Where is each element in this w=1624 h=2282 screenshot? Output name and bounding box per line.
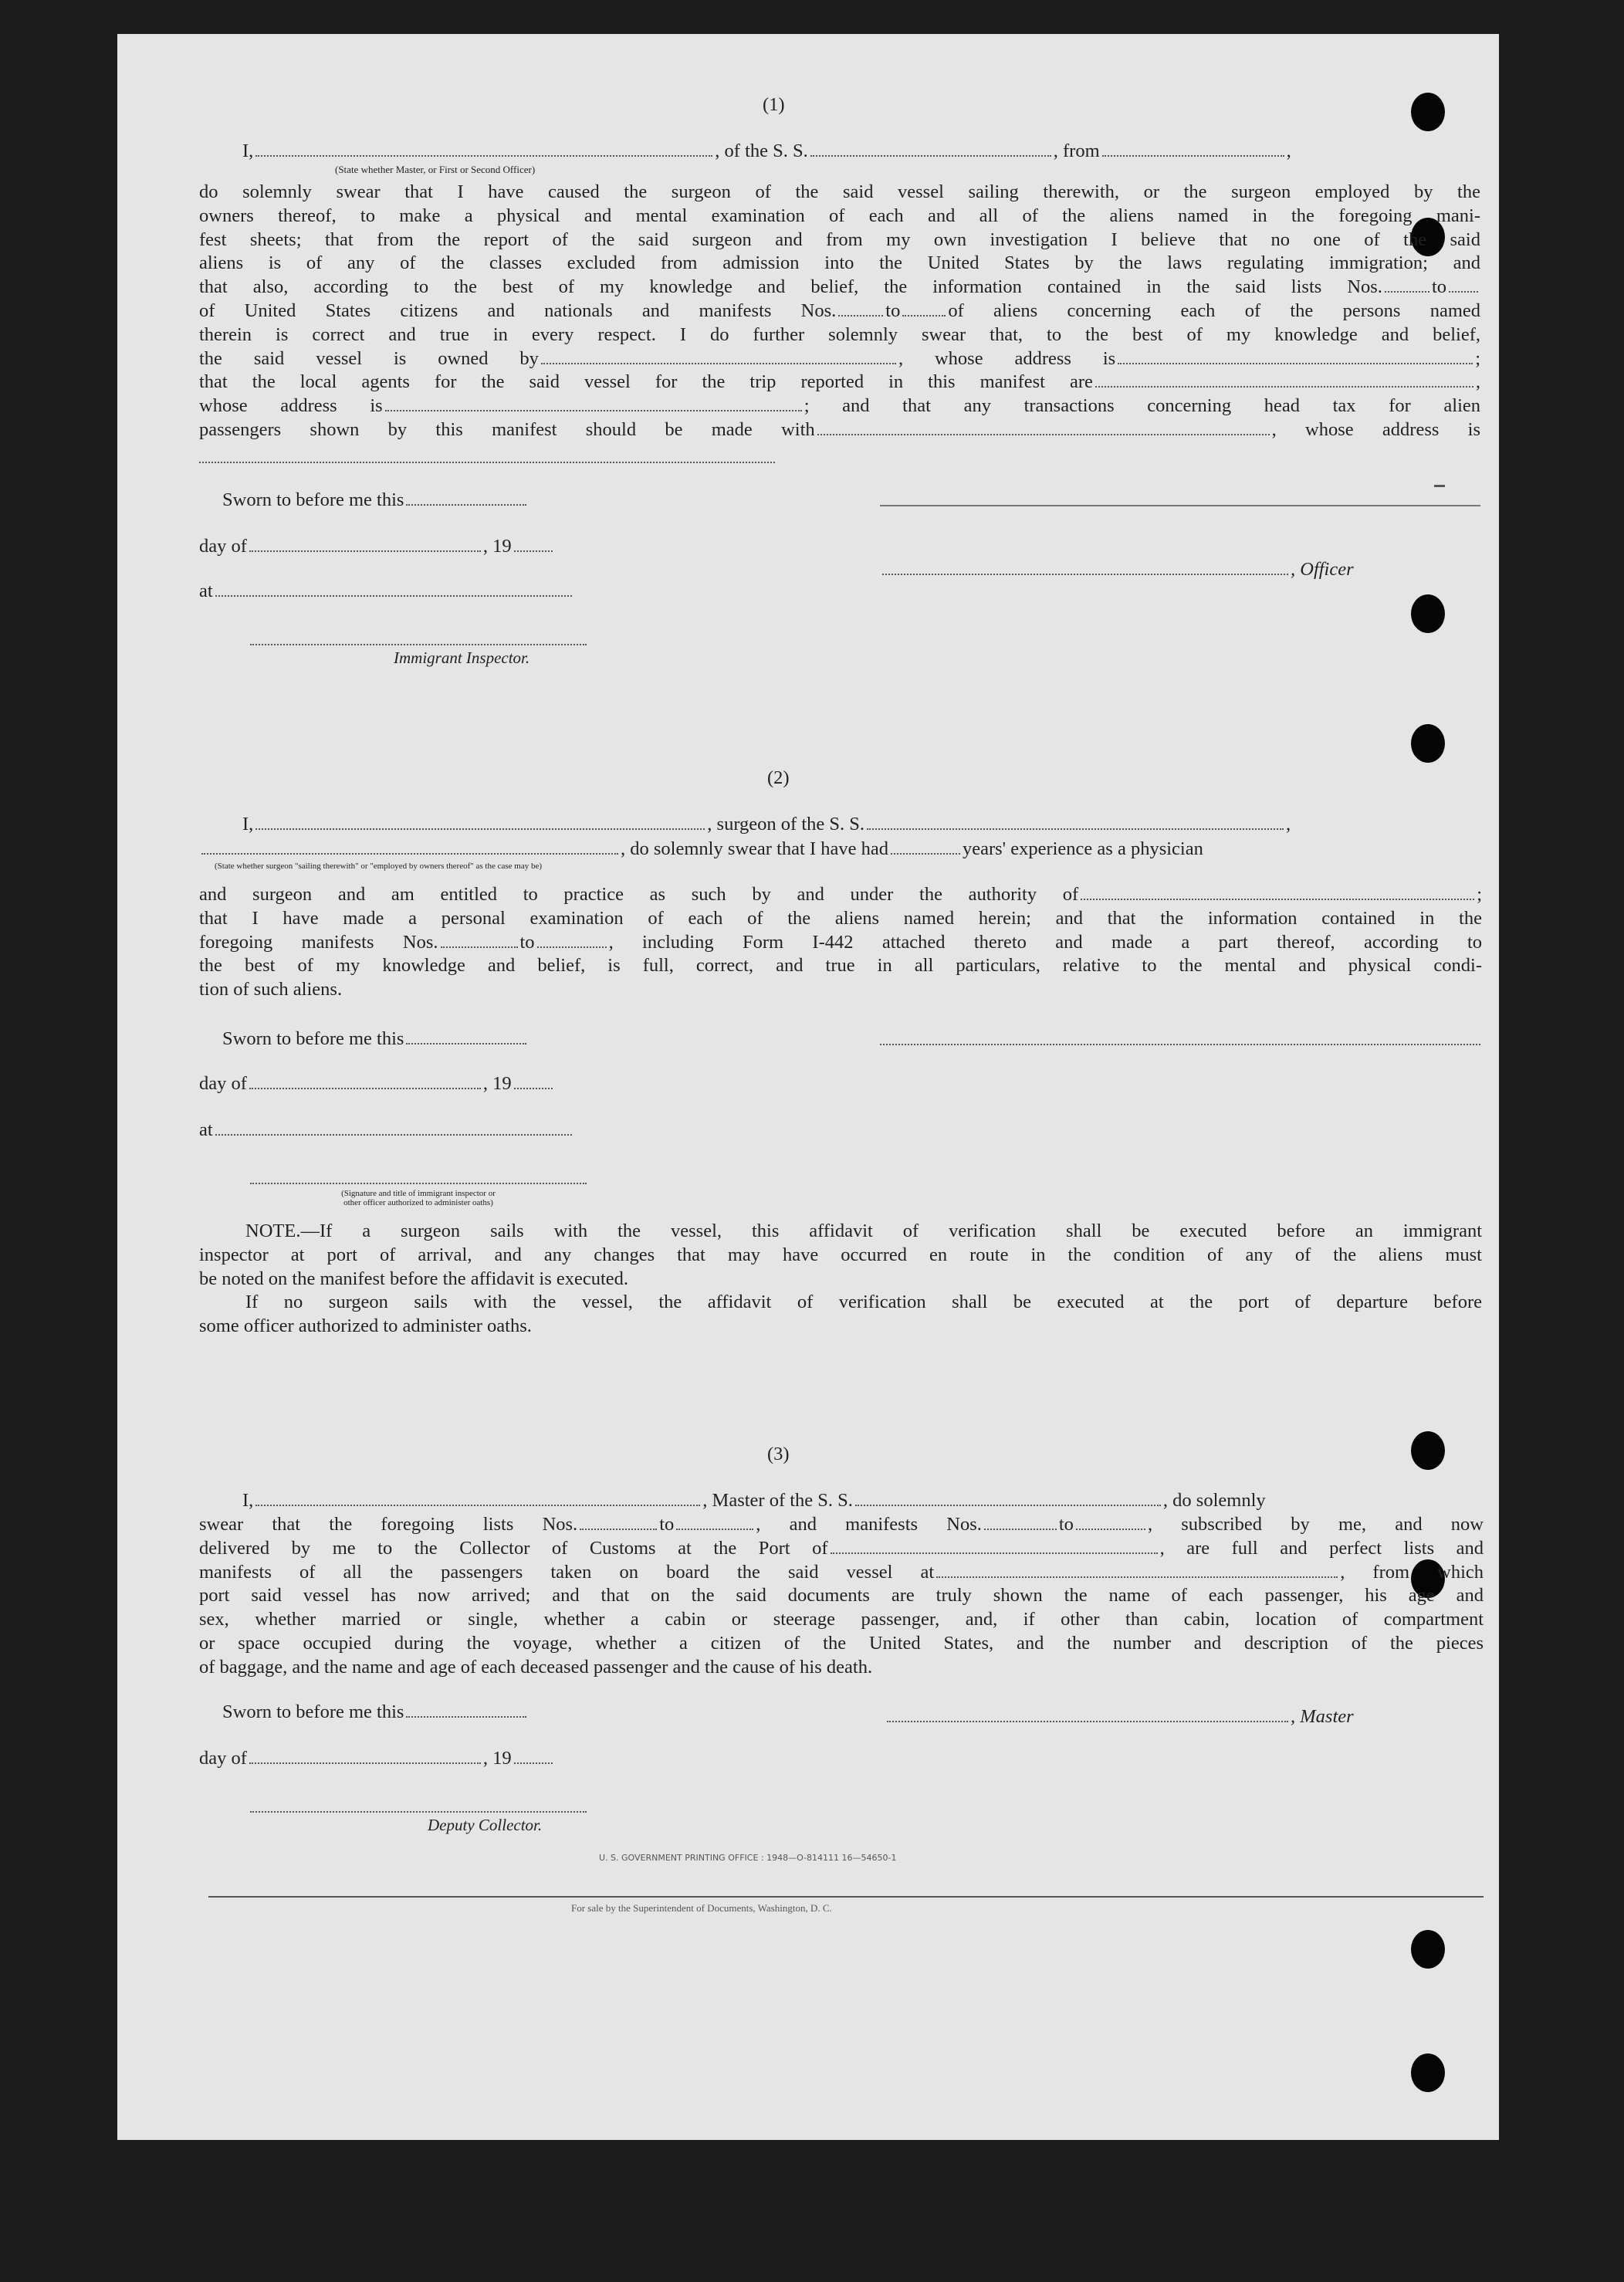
address-blank[interactable] — [199, 462, 775, 463]
officer-signature-blank[interactable] — [882, 573, 1288, 575]
sworn-line: Sworn to before me this — [222, 1701, 529, 1723]
sworn-line: Sworn to before me this — [222, 1028, 529, 1050]
vessel-blank[interactable] — [810, 154, 1051, 157]
collector-title: Deputy Collector. — [428, 1816, 543, 1834]
punch-hole — [1411, 93, 1445, 131]
name-blank[interactable] — [255, 154, 712, 157]
section-number: (3) — [767, 1444, 790, 1464]
lists-from-blank[interactable] — [1385, 290, 1429, 293]
sworn-date-blank[interactable] — [406, 503, 526, 506]
oath-paragraph-1: do solemnly swear that I have caused the surgeon of the said vessel sailing therewith, or the surgeon employed by the owners thereof, to make a physical and mental examination of each and all of the aliens named in the foregoing mani- fest sheets; that from the report of the said surgeon and from my own investigation I believe that no one of the said aliens is of any of the classes excluded from admission into the United States by the laws regulating immigration; and that also, according to the best of my knowledge and belief, the information contained in the said lists Nos. to of United States citizens and nationals and manifests Nos. to of aliens concerning each of the persons named therein is correct and true in every respect. I do further solemnly swear that, to the best of my knowledge and belief, the said vessel is owned by , whose address is ; that the local agents for the said vessel for the trip reported in this manifest are , whose address is ; and that any transactions concerning head tax for alien passengers shown by this manifest should be made with , whose address is — [199, 181, 1481, 440]
punch-hole — [1411, 2053, 1445, 2092]
agents-blank[interactable] — [1095, 385, 1473, 388]
boarding-place-blank[interactable] — [936, 1576, 1338, 1578]
surgeon-inspector-signature-blank[interactable] — [250, 1183, 587, 1184]
punch-hole — [1411, 1431, 1445, 1470]
master-signature-blank[interactable] — [887, 1720, 1288, 1722]
day-line: day of , 19 — [199, 1073, 555, 1095]
surgeon-line: I, , surgeon of the S. S. , — [242, 814, 1291, 835]
lists-from-blank[interactable] — [580, 1528, 657, 1530]
master-vessel-blank[interactable] — [855, 1504, 1161, 1506]
manifests-from-blank[interactable] — [984, 1528, 1057, 1530]
from-blank[interactable] — [1102, 154, 1284, 157]
note-paragraph: NOTE.—If a surgeon sails with the vessel, this affidavit of verification shall be executed before an immigrant inspector at port of arrival, and any changes that may have occurred en route in the condition of any of the aliens must be noted on the manifest before the affidavit is executed. If no surgeon sails with the vessel, the affidavit of verification shall be executed at the port of departure before some officer authorized to administer oaths. — [199, 1221, 1482, 1337]
punch-hole — [1411, 1930, 1445, 1969]
at-line: at — [199, 581, 574, 602]
oath-paragraph-3: swear that the foregoing lists Nos. to , and manifests Nos. to , subscribed by me, and now delivered by me to the Collector of Customs at the Port of , are full and perfect lists and manifests of all the passengers taken on board the said vessel at , from which port said vessel has now arrived; and that on the said documents are truly shown the name of each passenger, his age and sex, whether married or single, whether a cabin or steerage passenger, and, if other than cabin, location of compartment or space occupied during the voyage, whether a citizen of the United States, and the number and description of the pieces of baggage, and the name and age of each deceased passenger and the cause of his death. — [199, 1514, 1484, 1678]
manifest-to-blank[interactable] — [537, 946, 607, 948]
margin-mark — [1434, 485, 1445, 487]
punch-hole — [1411, 594, 1445, 633]
officer-signature-line[interactable] — [880, 505, 1480, 506]
sworn-line: Sworn to before me this — [222, 489, 529, 511]
year-blank[interactable] — [514, 550, 553, 552]
day-line: day of , 19 — [199, 536, 555, 557]
manifests-to-blank[interactable] — [902, 314, 946, 317]
master-signature-line: , Master — [885, 1706, 1354, 1728]
oath-line: I, , of the S. S. , from , — [242, 141, 1291, 161]
at-place-blank[interactable] — [215, 1133, 572, 1136]
surgeon-name-blank[interactable] — [255, 828, 705, 830]
day-line: day of , 19 — [199, 1748, 555, 1769]
year-blank[interactable] — [514, 1087, 553, 1089]
sworn-date-blank[interactable] — [406, 1042, 526, 1045]
field-caption: (State whether Master, or First or Second Officer) — [335, 164, 536, 175]
day-month-blank[interactable] — [249, 550, 481, 552]
oath-paragraph-2: and surgeon and am entitled to practice as such by and under the authority of ; that I have made a personal examination of each of the aliens named herein; and that the information contained in the foregoing manifests Nos. to , including Form I-442 attached thereto and made a part thereof, according to the best of my knowledge and belief, is full, correct, and true in all particulars, relative to the mental and physical condi- tion of such aliens. — [199, 884, 1483, 1000]
head-tax-blank[interactable] — [817, 433, 1270, 435]
field-caption: (State whether surgeon "sailing therewith" or "employed by owners thereof" as the case may be) — [215, 862, 543, 871]
manifests-to-blank[interactable] — [1076, 1528, 1145, 1530]
section-number: (2) — [767, 767, 790, 788]
section-number: (1) — [763, 94, 785, 115]
master-name-blank[interactable] — [255, 1504, 700, 1506]
years-blank[interactable] — [891, 852, 960, 855]
owner-blank[interactable] — [541, 362, 896, 364]
punch-hole — [1411, 724, 1445, 763]
inspector-title: Immigrant Inspector. — [394, 648, 530, 667]
surgeon-line-2: , do solemnly swear that I have had years' experience as a physician — [199, 838, 1203, 860]
agents-address-blank[interactable] — [385, 409, 802, 411]
sworn-date-blank[interactable] — [406, 1715, 526, 1718]
printing-office-imprint: U. S. GOVERNMENT PRINTING OFFICE : 1948—O-814111 16—54650-1 — [599, 1853, 897, 1863]
lists-to-blank[interactable] — [1449, 290, 1478, 293]
signature-caption: (Signature and title of immigrant inspector or other officer authorized to administer oaths) — [341, 1189, 496, 1207]
lists-to-blank[interactable] — [676, 1528, 753, 1530]
collector-signature-blank[interactable] — [250, 1811, 587, 1813]
manifests-from-blank[interactable] — [838, 314, 883, 317]
footer-rule — [208, 1896, 1484, 1898]
authority-blank[interactable] — [1081, 898, 1474, 900]
inspector-signature-blank[interactable] — [250, 644, 587, 645]
surgeon-vessel-blank[interactable] — [867, 828, 1284, 830]
manifest-from-blank[interactable] — [441, 946, 518, 948]
sale-notice: For sale by the Superintendent of Documents, Washington, D. C. — [571, 1902, 832, 1914]
year-blank[interactable] — [514, 1762, 553, 1764]
at-line: at — [199, 1119, 574, 1141]
officer-line: , Officer — [880, 559, 1354, 581]
surgeon-signature-blank[interactable] — [880, 1044, 1480, 1045]
surgeon-status-blank[interactable] — [201, 852, 618, 855]
master-line: I, , Master of the S. S. , do solemnly — [242, 1490, 1266, 1511]
port-blank[interactable] — [831, 1552, 1158, 1554]
document-page — [117, 34, 1499, 2140]
day-month-blank[interactable] — [249, 1762, 481, 1764]
at-place-blank[interactable] — [215, 594, 572, 597]
day-month-blank[interactable] — [249, 1087, 481, 1089]
owner-address-blank[interactable] — [1118, 362, 1473, 364]
